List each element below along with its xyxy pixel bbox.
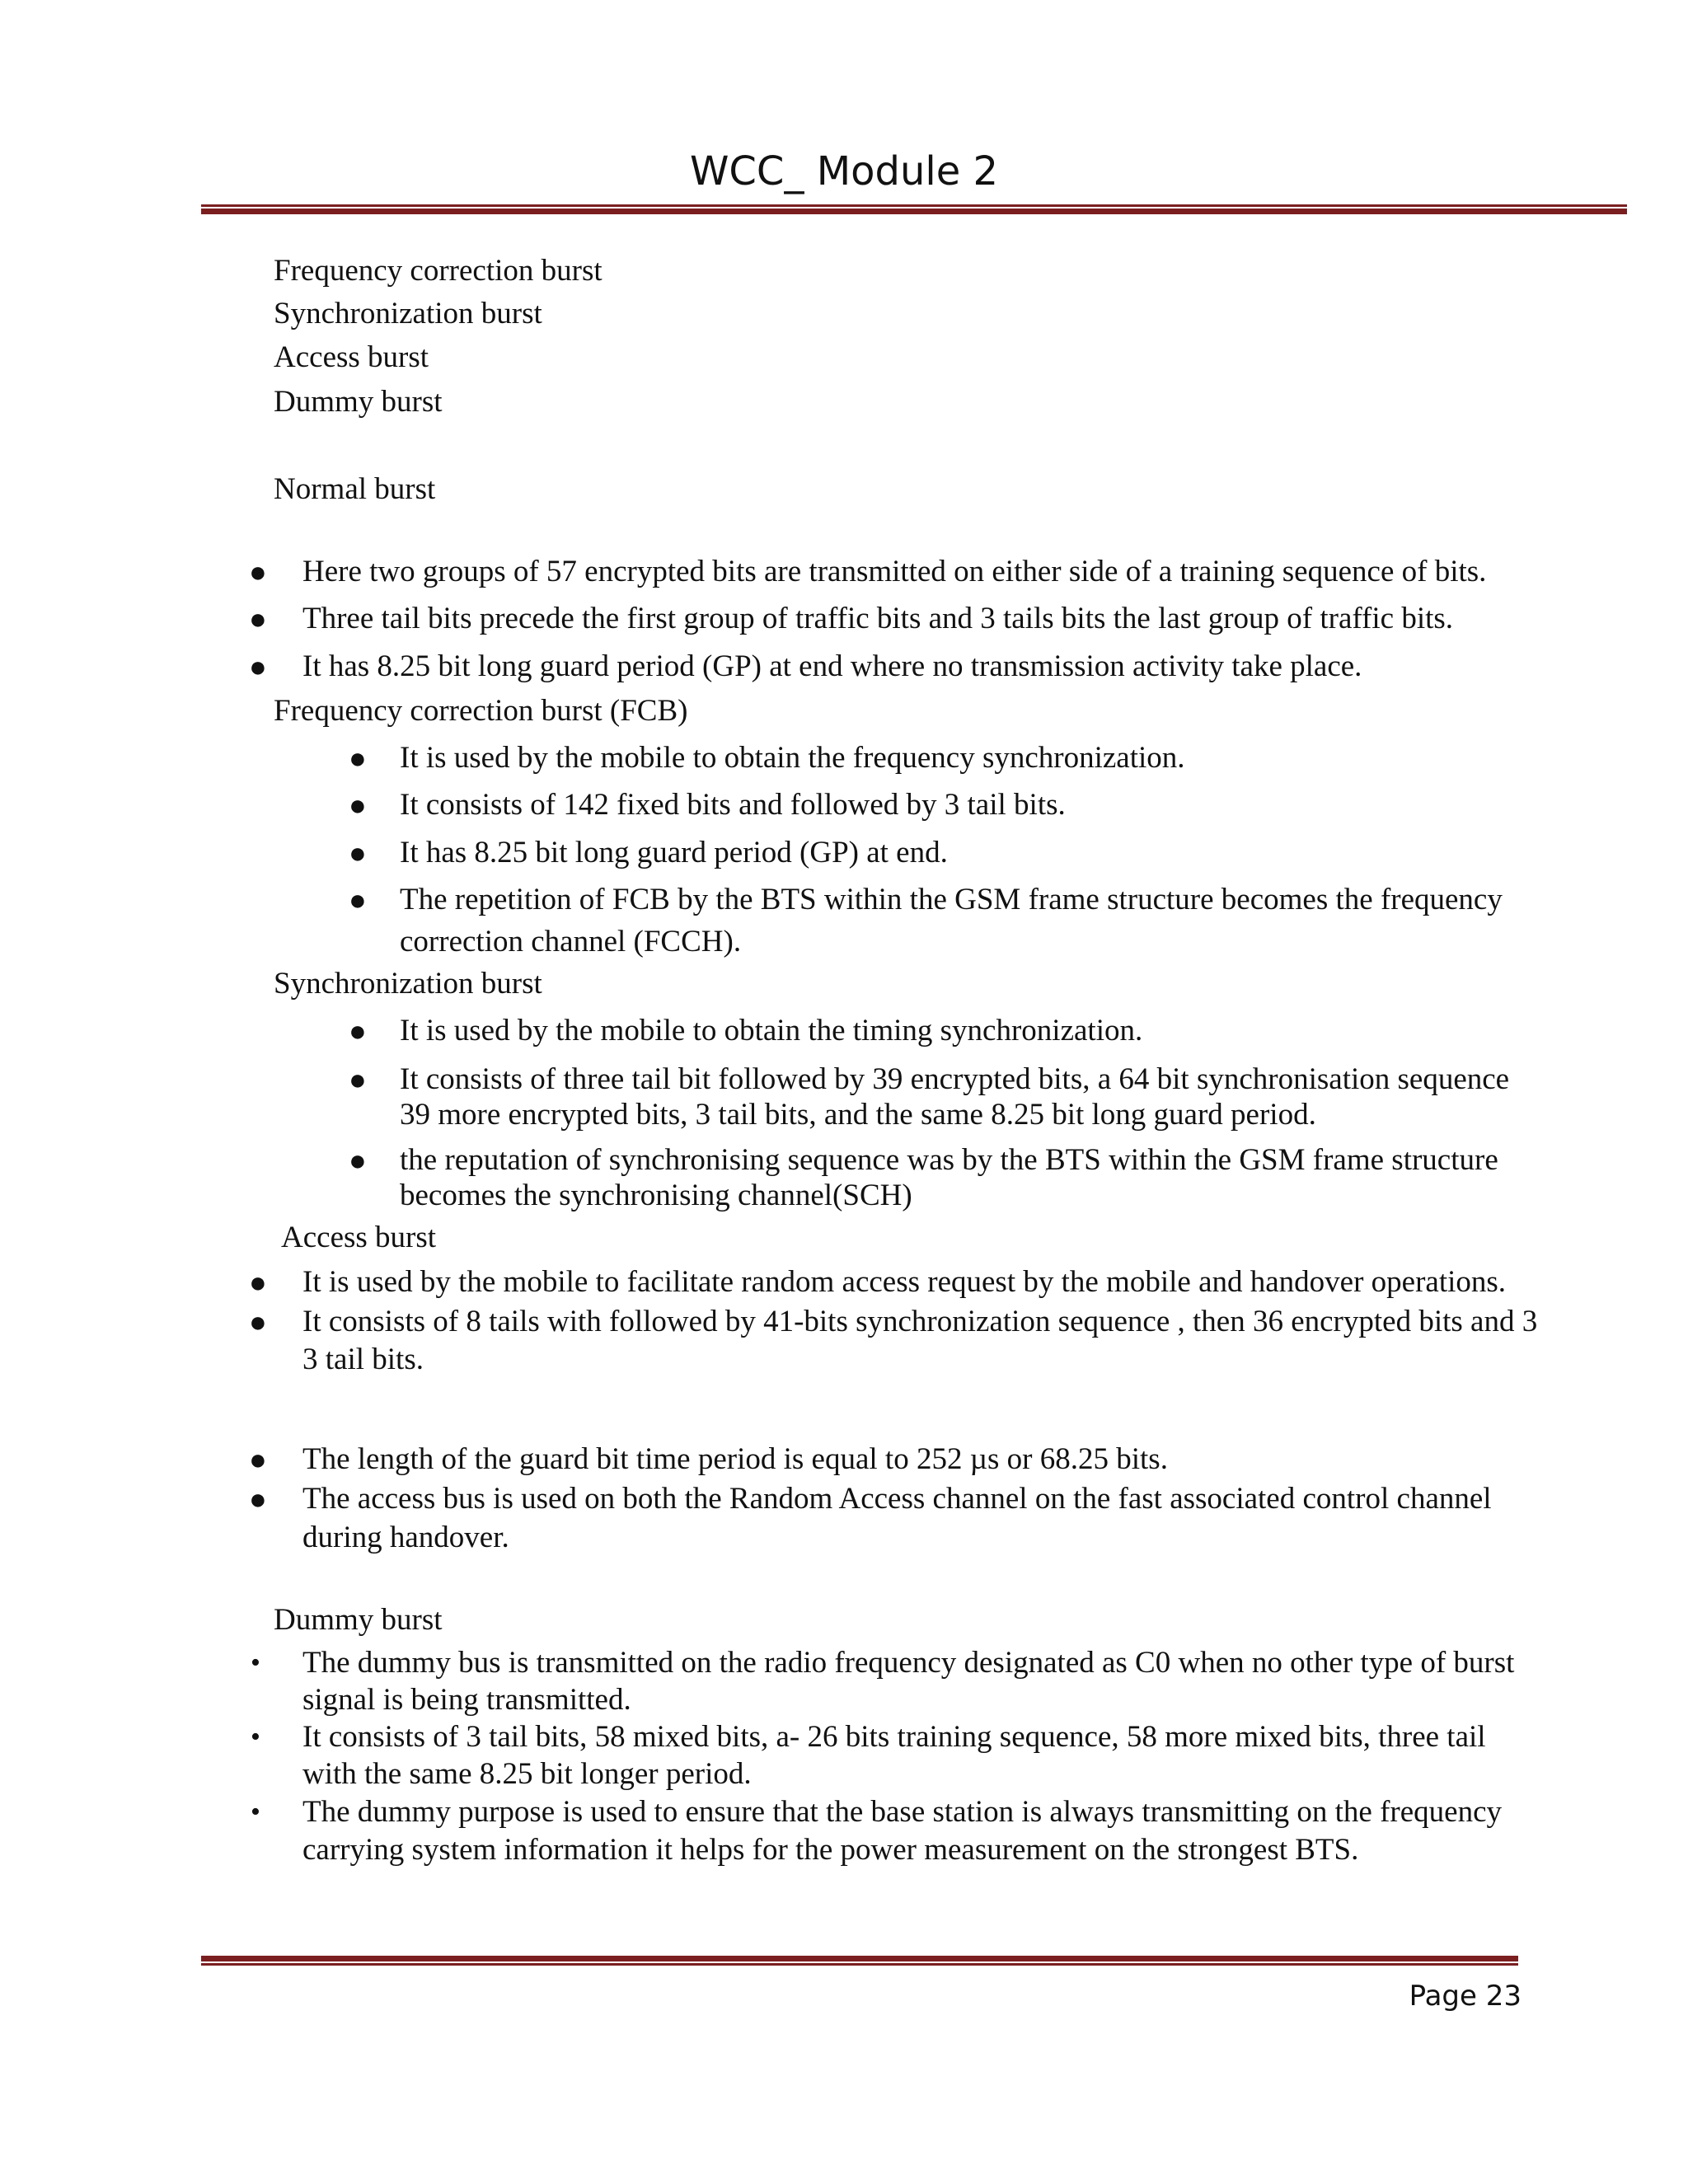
list-item: It consists of 142 fixed bits and followed by 3 tail bits. — [400, 788, 1066, 822]
list-item-continuation: correction channel (FCCH). — [400, 925, 742, 958]
intro-item: Frequency correction burst — [274, 254, 603, 288]
bullet-dot: • — [251, 1647, 260, 1678]
header-rule-thin — [201, 204, 1627, 207]
intro-item: Dummy burst — [274, 385, 443, 419]
bullet-dot: • — [251, 1797, 260, 1827]
list-item: the reputation of synchronising sequence was by the BTS within the GSM frame structure — [400, 1143, 1498, 1177]
bullet-dot: ● — [349, 789, 367, 822]
section-heading-fcb: Frequency correction burst (FCB) — [274, 694, 688, 728]
bullet-dot: ● — [249, 1305, 267, 1338]
list-item: It is used by the mobile to obtain the timing synchronization. — [400, 1014, 1143, 1047]
bullet-dot: ● — [349, 1144, 367, 1177]
list-item: Three tail bits precede the first group of traffic bits and 3 tails bits the last group of traffic bits. — [302, 602, 1454, 635]
list-item-continuation: with the same 8.25 bit longer period. — [302, 1757, 752, 1791]
list-item-continuation: carrying system information it helps for the power measurement on the strongest BTS. — [302, 1833, 1359, 1867]
list-item: It has 8.25 bit long guard period (GP) at end where no transmission activity take place. — [302, 649, 1362, 683]
bullet-dot: ● — [249, 650, 267, 683]
section-heading-normal-burst: Normal burst — [274, 472, 436, 506]
bullet-dot: ● — [349, 742, 367, 775]
list-item: It consists of 8 tails with followed by 41-bits synchronization sequence , then 36 encrypted bits and 3 — [302, 1305, 1538, 1338]
list-item-continuation: signal is being transmitted. — [302, 1683, 631, 1717]
bullet-dot: ● — [249, 555, 267, 588]
list-item: The length of the guard bit time period is equal to 252 µs or 68.25 bits. — [302, 1442, 1168, 1476]
list-item: The access bus is used on both the Random Access channel on the fast associated control channel — [302, 1482, 1492, 1516]
list-item: It has 8.25 bit long guard period (GP) at end. — [400, 836, 948, 869]
page-title: WCC_ Module 2 — [689, 148, 999, 194]
section-heading-sync-burst: Synchronization burst — [274, 967, 542, 1001]
page-number: Page 23 — [1409, 1980, 1522, 2013]
intro-item: Synchronization burst — [274, 297, 542, 330]
list-item: The dummy purpose is used to ensure that the base station is always transmitting on the frequency — [302, 1795, 1503, 1829]
bullet-dot: ● — [249, 1443, 267, 1476]
bullet-dot: ● — [349, 1063, 367, 1096]
list-item-continuation: becomes the synchronising channel(SCH) — [400, 1179, 912, 1212]
list-item: It consists of 3 tail bits, 58 mixed bits, a- 26 bits training sequence, 58 more mixed bits, three tail — [302, 1720, 1486, 1754]
bullet-dot: ● — [349, 1015, 367, 1047]
section-heading-dummy-burst: Dummy burst — [274, 1603, 443, 1637]
bullet-dot: ● — [249, 1483, 267, 1516]
footer-rule-thick — [201, 1956, 1518, 1961]
list-item: Here two groups of 57 encrypted bits are transmitted on either side of a training sequence of bits. — [302, 555, 1487, 588]
list-item-continuation: during handover. — [302, 1521, 509, 1554]
section-heading-access-burst: Access burst — [281, 1221, 437, 1254]
intro-item: Access burst — [274, 340, 429, 374]
list-item: It is used by the mobile to facilitate random access request by the mobile and handover operations. — [302, 1265, 1507, 1299]
list-item: The dummy bus is transmitted on the radio frequency designated as C0 when no other type of burst — [302, 1646, 1515, 1680]
list-item: It consists of three tail bit followed by 39 encrypted bits, a 64 bit synchronisation sequence — [400, 1062, 1510, 1096]
list-item-continuation: 3 tail bits. — [302, 1343, 424, 1376]
bullet-dot: ● — [249, 602, 267, 635]
bullet-dot: ● — [349, 883, 367, 916]
list-item-continuation: 39 more encrypted bits, 3 tail bits, and the same 8.25 bit long guard period. — [400, 1098, 1316, 1132]
footer-rule-thin — [201, 1963, 1518, 1966]
bullet-dot: • — [251, 1722, 260, 1752]
list-item: The repetition of FCB by the BTS within the GSM frame structure becomes the frequency — [400, 883, 1503, 916]
bullet-dot: ● — [349, 837, 367, 869]
list-item: It is used by the mobile to obtain the frequency synchronization. — [400, 741, 1185, 775]
bullet-dot: ● — [249, 1266, 267, 1299]
header-rule-thick — [201, 209, 1627, 214]
